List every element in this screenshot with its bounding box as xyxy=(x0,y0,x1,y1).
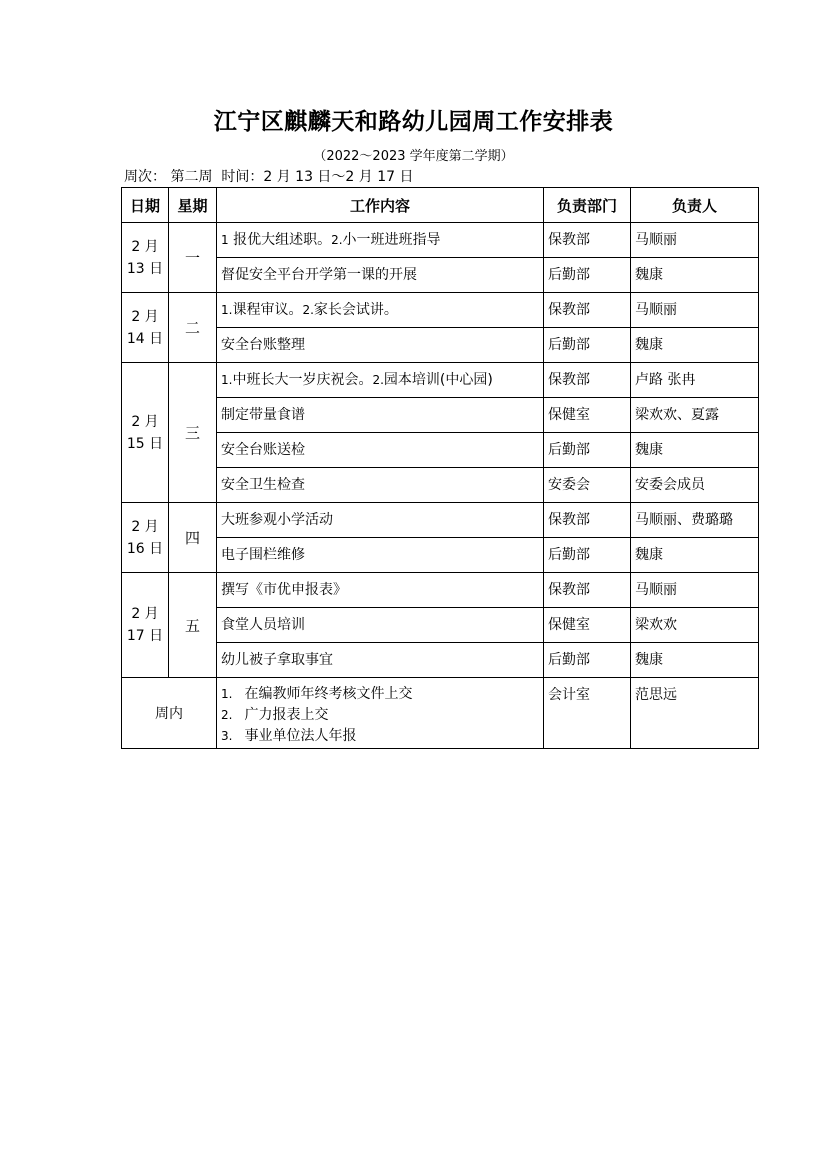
person-cell: 魏康 xyxy=(631,538,759,573)
list-item-text: 在编教师年终考核文件上交 xyxy=(244,686,413,702)
person-cell: 魏康 xyxy=(631,328,759,363)
person-cell: 梁欢欢 xyxy=(631,608,759,643)
task-item-text: 中班长大一岁庆祝会。 xyxy=(232,372,373,388)
week-info-line xyxy=(124,166,414,186)
task-cell xyxy=(217,293,544,328)
week-value: 第二周 xyxy=(170,169,213,185)
task-cell: 安全台账送检 xyxy=(217,433,544,468)
weekly-row xyxy=(122,678,759,749)
header-task: 工作内容 xyxy=(217,188,544,223)
list-item xyxy=(221,726,539,747)
date-month: 2 月 xyxy=(131,606,159,622)
table-row xyxy=(122,258,759,293)
list-item-number: 2. xyxy=(221,708,233,722)
weekly-task-list xyxy=(221,684,539,747)
task-cell: 撰写《市优申报表》 xyxy=(217,573,544,608)
header-weekday: 星期 xyxy=(169,188,217,223)
table-row xyxy=(122,503,759,538)
date-month: 2 月 xyxy=(131,413,159,430)
date-day: 15 日 xyxy=(126,435,164,452)
table-row xyxy=(122,433,759,468)
weekday-cell: 二 xyxy=(169,293,217,363)
task-cell: 安全卫生检查 xyxy=(217,468,544,503)
date-cell xyxy=(122,293,169,363)
header-dept: 负责部门 xyxy=(544,188,631,223)
date-month: 2 月 xyxy=(131,238,159,255)
date-month: 2 月 xyxy=(131,518,159,535)
person-cell: 安委会成员 xyxy=(631,468,759,503)
dept-cell: 后勤部 xyxy=(544,328,631,363)
header-person: 负责人 xyxy=(631,188,759,223)
task-cell: 幼儿被子拿取事宜 xyxy=(217,643,544,678)
task-item-text: 小一班进班指导 xyxy=(342,232,441,248)
weekly-person-cell: 范思远 xyxy=(631,678,759,749)
weekday-cell: 一 xyxy=(169,223,217,293)
date-month: 2 月 xyxy=(131,308,159,325)
weekly-task-cell xyxy=(217,678,544,749)
task-cell: 食堂人员培训 xyxy=(217,608,544,643)
person-cell: 马顺丽 xyxy=(631,223,759,258)
semester-subtitle: （2022～2023 学年度第二学期） xyxy=(313,149,514,164)
table-row xyxy=(122,398,759,433)
table-row xyxy=(122,573,759,608)
list-item-number: 1. xyxy=(221,687,233,701)
header-row xyxy=(122,188,759,223)
list-item-text: 事业单位法人年报 xyxy=(244,728,357,744)
date-cell xyxy=(122,573,169,678)
dept-cell: 保健室 xyxy=(544,608,631,643)
task-cell: 督促安全平台开学第一课的开展 xyxy=(217,258,544,293)
person-cell: 梁欢欢、夏露 xyxy=(631,398,759,433)
task-item-number: 1 xyxy=(221,233,229,247)
task-item-text: 家长会试讲。 xyxy=(313,302,398,318)
dept-cell: 保教部 xyxy=(544,503,631,538)
schedule-table xyxy=(121,187,759,749)
weekly-label-cell: 周内 xyxy=(122,678,217,749)
task-cell: 安全台账整理 xyxy=(217,328,544,363)
date-day: 16 日 xyxy=(126,540,164,557)
weekly-dept-cell: 会计室 xyxy=(544,678,631,749)
dept-cell: 保健室 xyxy=(544,398,631,433)
dept-cell: 保教部 xyxy=(544,573,631,608)
dept-cell: 保教部 xyxy=(544,293,631,328)
task-item-number: 1. xyxy=(221,303,233,317)
date-day: 13 日 xyxy=(126,260,164,277)
weekday-cell: 三 xyxy=(169,363,217,503)
task-item-number: 2. xyxy=(331,233,343,247)
date-range: 2 月 13 日～2 月 17 日 xyxy=(263,169,414,185)
list-item xyxy=(221,705,539,726)
date-day: 14 日 xyxy=(126,330,164,347)
task-cell: 电子围栏维修 xyxy=(217,538,544,573)
table-row xyxy=(122,223,759,258)
person-cell: 马顺丽 xyxy=(631,293,759,328)
task-item-text: 课程审议。 xyxy=(232,302,303,318)
page-title: 江宁区麒麟天和路幼儿园周工作安排表 xyxy=(213,108,614,135)
date-cell xyxy=(122,363,169,503)
dept-cell: 后勤部 xyxy=(544,643,631,678)
date-cell xyxy=(122,503,169,573)
dept-cell: 后勤部 xyxy=(544,258,631,293)
person-cell: 马顺丽 xyxy=(631,573,759,608)
person-cell: 马顺丽、费璐璐 xyxy=(631,503,759,538)
dept-cell: 保教部 xyxy=(544,223,631,258)
dept-cell: 后勤部 xyxy=(544,433,631,468)
person-cell: 魏康 xyxy=(631,258,759,293)
task-cell: 制定带量食谱 xyxy=(217,398,544,433)
person-cell: 卢路 张冉 xyxy=(631,363,759,398)
table-row xyxy=(122,538,759,573)
table-row xyxy=(122,468,759,503)
task-cell xyxy=(217,223,544,258)
task-item-number: 1. xyxy=(221,373,233,387)
list-item-number: 3. xyxy=(221,729,233,743)
time-label: 时间： xyxy=(221,169,264,185)
person-cell: 魏康 xyxy=(631,643,759,678)
task-item-text: 报优大组述职。 xyxy=(228,232,332,248)
date-day: 17 日 xyxy=(126,628,164,644)
week-label: 周次： xyxy=(124,169,166,185)
dept-cell: 后勤部 xyxy=(544,538,631,573)
table-row xyxy=(122,328,759,363)
table-row xyxy=(122,608,759,643)
task-item-number: 2. xyxy=(372,373,384,387)
dept-cell: 保教部 xyxy=(544,363,631,398)
list-item-text: 广力报表上交 xyxy=(244,707,329,723)
weekday-cell: 五 xyxy=(169,573,217,678)
date-cell xyxy=(122,223,169,293)
list-item xyxy=(221,684,539,705)
table-row xyxy=(122,293,759,328)
table-row xyxy=(122,643,759,678)
person-cell: 魏康 xyxy=(631,433,759,468)
task-cell: 大班参观小学活动 xyxy=(217,503,544,538)
dept-cell: 安委会 xyxy=(544,468,631,503)
header-date: 日期 xyxy=(122,188,169,223)
task-item-number: 2. xyxy=(302,303,314,317)
weekday-cell: 四 xyxy=(169,503,217,573)
task-item-text: 园本培训(中心园) xyxy=(383,372,493,388)
task-cell xyxy=(217,363,544,398)
table-row xyxy=(122,363,759,398)
